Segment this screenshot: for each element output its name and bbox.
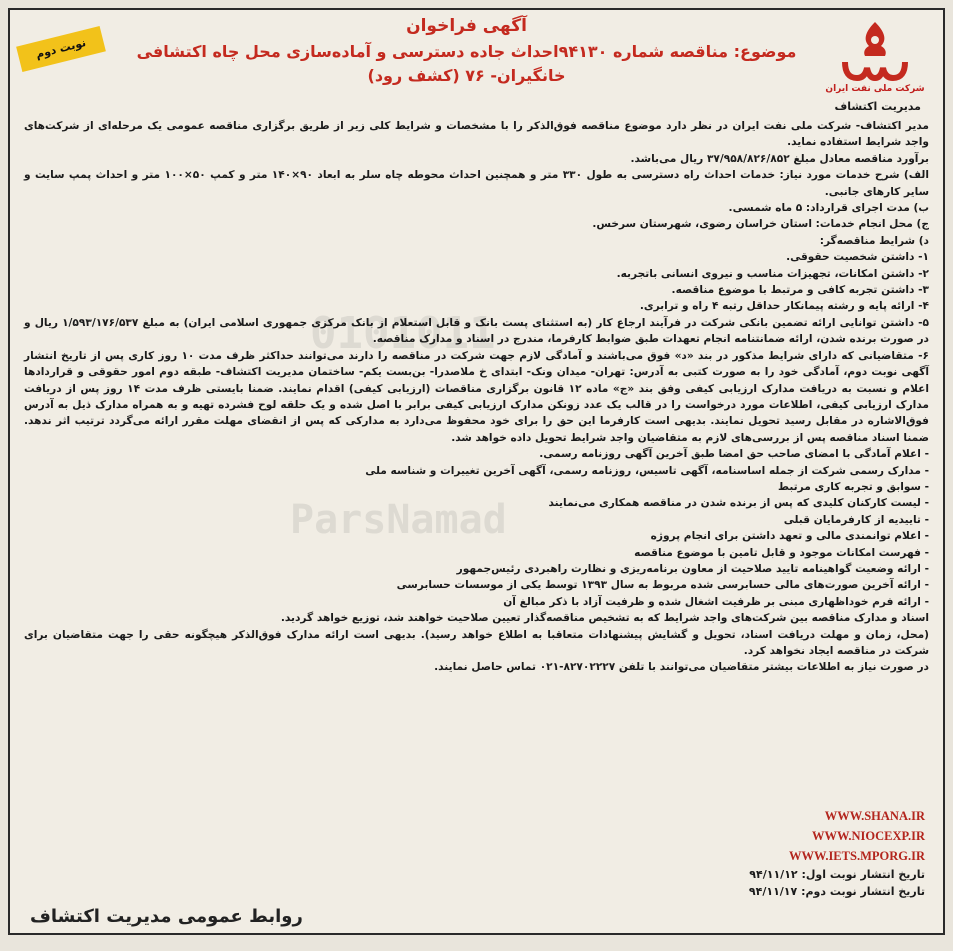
list-item: - ارائه فرم خوداظهاری مبنی بر ظرفیت اشغال شده و ظرفیت آزاد با ذکر مبالغ آن xyxy=(503,595,929,608)
paragraph: برآورد مناقصه معادل مبلغ ۳۷/۹۵۸/۸۲۶/۸۵۲ ریال می‌باشد. xyxy=(630,152,929,165)
first-publication-date: تاریخ انتشار نوبت اول: ۹۴/۱۱/۱۲ xyxy=(749,868,925,881)
second-publication-date: تاریخ انتشار نوبت دوم: ۹۴/۱۱/۱۷ xyxy=(748,885,925,898)
paragraph: ۳- داشتن تجربه کافی و مرتبط با موضوع مناقصه. xyxy=(671,284,929,297)
list-item: - فهرست امکانات موجود و قابل تامین با موضوع مناقصه xyxy=(634,546,929,559)
list-item: - تاییدیه از کارفرمایان قبلی xyxy=(783,513,929,526)
second-publication-badge: نوبت دوم xyxy=(16,26,106,72)
watermark-site: ParsNamad xyxy=(290,497,507,544)
list-item: - سوابق و تجربه کاری مرتبط xyxy=(778,480,929,493)
url-link[interactable]: WWW.IETS.MPORG.IR xyxy=(788,849,925,863)
paragraph: ج) محل انجام خدمات: استان خراسان رضوی، شهرستان سرخس. xyxy=(592,218,929,231)
tender-notice xyxy=(8,8,945,935)
department-label: مدیریت اکتشاف xyxy=(834,100,921,113)
list-item: - لیست کارکنان کلیدی که پس از برنده شدن در مناقصه همکاری می‌نمایند xyxy=(548,497,929,510)
footer-signature: روابط عمومی مدیریت اکتشاف xyxy=(30,906,303,927)
paragraph: ۴- ارائه پایه و رشته پیمانکار حداقل رتبه ۴ راه و ترابری. xyxy=(639,300,929,313)
list-item: - ارائه وضعیت گواهینامه تایید صلاحیت از معاون برنامه‌ریزی و نظارت راهبردی رئیس‌جمهور xyxy=(456,562,929,575)
list-item: - اعلام توانمندی مالی و تعهد داشتن برای انجام پروژه xyxy=(650,530,929,543)
list-item: - ارائه آخرین صورت‌های مالی حسابرسی شده مربوط به سال ۱۳۹۳ توسط یکی از موسسات حسابرسی xyxy=(396,579,929,592)
paragraph: ۲- داشتن امکانات، تجهیزات مناسب و نیروی انسانی باتجربه. xyxy=(616,267,929,280)
paragraph: (محل، زمان و مهلت دریافت اسناد، تحویل و گشایش پیشنهادات متعاقبا به اطلاع خواهد رسید). بدیهی است ارائه مدارک فوق‌الذکر هیچگونه حقی را جهت متقاضیان برای شرکت در مناقصه ایجاد نخواهد کرد. xyxy=(24,628,929,657)
publication-dates xyxy=(749,866,925,900)
contact-paragraph: در صورت نیاز به اطلاعات بیشتر متقاضیان می‌توانند با تلفن ۸۲۷۰۲۲۲۷-۰۲۱ تماس حاصل نمایند. xyxy=(434,661,929,674)
paragraph: مدیر اکتشاف- شرکت ملی نفت ایران در نظر دارد موضوع مناقصه فوق‌الذکر را با مشخصات و شرایط کلی زیر از طریق برگزاری مناقصه عمومی یک مرحله‌ای از شرکت‌های واجد شرایط استفاده نماید. xyxy=(24,120,929,149)
list-item: - اعلام آمادگی با امضای صاحب حق امضا طبق آخرین آگهی روزنامه رسمی. xyxy=(539,448,929,461)
list-item: - مدارک رسمی شرکت از جمله اساسنامه، آگهی تاسیس، روزنامه رسمی، آگهی آخرین تغییرات و شناسه ملی xyxy=(365,464,929,477)
paragraph: ۶- متقاضیانی که دارای شرایط مذکور در بند «د» فوق می‌باشند و آمادگی لازم جهت شرکت در مناقصه را دارند می‌توانند حداکثر ظرف مدت ۱۰ روز کاری پس از تاریخ انتشار آگهی نوبت دوم، آمادگی خود را به صورت کتبی به آدرس: تهران- میدان ونک- ابتدای خ ملاصدرا- بن‌بست یکم- ساختمان مدیریت اکتشاف- طبقه دوم امور حقوقی و قراردادها اعلام و نسبت به دریافت مدارک ارزیابی کیفی وفق بند «ج» ماده ۱۲ قانون برگزاری مناقصات (ارزیابی کیفی) اقدام نمایند. ضمنا بایستی ظرف مدت ۱۴ روز پس از دریافت مدارک ارزیابی کیفی، اطلاعات مورد درخواست را در قالب یک عدد زونکن مدارک ارزیابی کیفی برابر با اصل شده و یک حلقه لوح فشرده تهیه و به همراه مدارک ذیل به آدرس فوق‌الاشاره در مقابل رسید تحویل نمایند. بدیهی است کارفرما این حق را برای خود محفوظ می‌دارد به مدارکی که پس از انقضای مهلت مقرر ارائه می‌گردد ترتیب اثر ندهد. ضمنا اسناد مناقصه پس از بررسی‌های لازم به متقاضیان واجد شرایط تحویل داده خواهد شد. xyxy=(24,349,929,444)
notice-subject: موضوع: مناقصه شماره ۹۴۱۳۰احداث جاده دسترسی و آماده‌سازی محل چاه اکتشافی خانگیران- ۷۶ (کشف رود) xyxy=(136,42,797,85)
url-link[interactable]: WWW.SHANA.IR xyxy=(824,809,925,823)
notice-title: آگهی فراخوان xyxy=(406,16,527,36)
url-link[interactable]: WWW.NIOCEXP.IR xyxy=(812,829,925,843)
paragraph: ۱- داشتن شخصیت حقوقی. xyxy=(786,251,929,264)
logo-caption: شرکت ملی نفت ایران xyxy=(825,84,925,94)
paragraph: ۵- داشتن توانایی ارائه تضمین بانکی شرکت در فرآیند ارجاع کار (به استثنای پست بانک و قابل استعلام از بانک مرکزی جمهوری اسلامی ایران) به مبلغ ۱/۵۹۳/۱۷۶/۵۳۷ ریال و در صورت برنده شدن، ارائه ضمانتنامه انجام تعهدات طبق ضوابط کارفرما، مندرج در اسناد و مدارک مناقصه. xyxy=(24,316,929,346)
notice-body xyxy=(24,118,929,676)
flame-logo-icon xyxy=(835,18,915,88)
paragraph: ب) مدت اجرای قرارداد: ۵ ماه شمسی. xyxy=(728,202,929,215)
paragraph: اسناد و مدارک مناقصه بین شرکت‌های واجد شرایط که به تشخیص مناقصه‌گذار تعیین صلاحیت خواهند شد، توزیع خواهد گردید. xyxy=(280,612,929,625)
paragraph: د) شرایط مناقصه‌گر: xyxy=(819,234,929,247)
watermark-code: 0101011 xyxy=(310,308,496,359)
website-links xyxy=(10,806,925,866)
paragraph: الف) شرح خدمات مورد نیاز: خدمات احداث راه دسترسی به طول ۳۳۰ متر و همچنین احداث محوطه چاه سلر به ابعاد ۹۰×۱۴۰ متر و کمپ ۵۰×۱۰۰ متر و احداث پمپ سایت و سایر کارهای جانبی. xyxy=(24,169,929,198)
notice-header xyxy=(120,16,813,88)
